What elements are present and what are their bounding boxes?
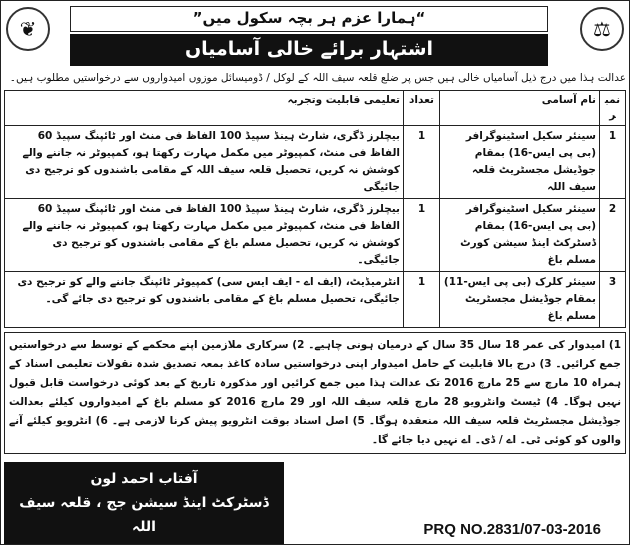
header-count: تعداد	[404, 91, 440, 126]
ad-title: اشتہار برائے خالی آسامیاں	[70, 34, 548, 66]
row-qualification: بیچلرز ڈگری، شارٹ ہینڈ سپیڈ 100 الفاظ فی منٹ اور ٹائپنگ سپیڈ 60 الفاظ فی منٹ، کمپیوٹر میں مکمل مہارت رکھتا ہو، کمپیوٹر نہ جاننے والے کوشش نہ کریں، تحصیل قلعہ سیف اللہ کے مقامی باشندوں کو ترجیح دی جائیگی	[5, 126, 404, 199]
education-department-logo-icon: ❦	[6, 7, 50, 51]
header-number: نمبر	[600, 91, 626, 126]
vacancies-table	[4, 90, 626, 328]
slogan: “ہمارا عزم ہر بچہ سکول میں”	[70, 6, 548, 32]
row-post: سینئر کلرک (بی پی ایس-11) بمقام جوڈیشل مجسٹریٹ مسلم باغ	[440, 272, 600, 328]
header-qualification: تعلیمی قابلیت وتجربہ	[5, 91, 404, 126]
judiciary-seal-icon: ⚖	[580, 7, 624, 51]
row-post: سینئر سکیل اسٹینوگرافر (بی پی ایس-16) بمقام ڈسٹرکٹ اینڈ سیشن کورٹ مسلم باغ	[440, 199, 600, 272]
header-post: نام آسامی	[440, 91, 600, 126]
row-count: 1	[404, 126, 440, 199]
row-count: 1	[404, 199, 440, 272]
row-number: 3	[600, 272, 626, 328]
row-number: 2	[600, 199, 626, 272]
row-number: 1	[600, 126, 626, 199]
table-row	[5, 272, 626, 328]
signatory-designation: ڈسٹرکٹ اینڈ سیشن جج ، قلعہ سیف اللہ	[19, 495, 269, 535]
signature-block	[4, 462, 284, 544]
row-qualification: بیچلرز ڈگری، شارٹ ہینڈ سپیڈ 100 الفاظ فی منٹ اور ٹائپنگ سپیڈ 60 الفاظ فی منٹ، کمپیوٹر میں مکمل مہارت رکھتا ہو، کمپیوٹر نہ جاننے والے کوشش نہ کریں، تحصیل مسلم باغ کے مقامی باشندوں کو ترجیح دی جائیگی۔	[5, 199, 404, 272]
row-post: سینئر سکیل اسٹینوگرافر (بی پی ایس-16) بمقام جوڈیشل مجسٹریٹ قلعہ سیف اللہ	[440, 126, 600, 199]
footer	[4, 454, 626, 544]
ad-header	[4, 4, 626, 68]
table-row	[5, 126, 626, 199]
row-qualification: انٹرمیڈیٹ، (ایف اے - ایف ایس سی) کمپیوٹر ٹائپنگ جاننے والے کو ترجیح دی جائیگی، تحصیل مسلم باغ کے مقامی باشندوں کو ترجیح دی جائے گی۔	[5, 272, 404, 328]
table-row	[5, 199, 626, 272]
signatory-name: آفتاب احمد لون	[90, 471, 198, 487]
table-header	[5, 91, 626, 126]
row-count: 1	[404, 272, 440, 328]
terms-and-conditions: 1) امیدوار کی عمر 18 سال 35 سال کے درمیان ہونی چاہیے۔ 2) سرکاری ملازمین اپنے محکمے کے توسط سے درخواستیں جمع کرائیں۔ 3) درج بالا قابلیت کے حامل امیدوار اپنی درخواستیں سادہ کاغذ بمعہ تصدیق شدہ نقولات تعلیمی اسناد کے ہمراہ 10 مارچ سے 25 مارچ 2016 تک عدالت ہذا میں جمع کرائیں اور مذکورہ تاریخ کے بعد کوئی درخواست قابل قبول نہیں ہوگا۔ 4) ٹیسٹ وانٹرویو 28 مارچ قلعہ سیف اللہ اور 29 مارچ 2016 کو مسلم باغ کے امیدواروں کیلئے بعدالت جوڈیشل مجسٹریٹ قلعہ سیف اللہ منعقدہ ہوگا۔ 5) اصل اسناد بوقت انٹرویو پیش کرنا لازمی ہے۔ 6) انٹرویو کیلئے آنے والوں کو کوئی ٹی۔ اے / ڈی۔ اے نہیں دیا جائے گا۔	[4, 332, 626, 454]
intro-text: عدالت ہذا میں درج ذیل آسامیاں خالی ہیں جس پر ضلع قلعہ سیف اللہ کے لوکل / ڈومیسائل موزوں امیدواروں سے درخواستیں مطلوب ہیں۔	[9, 72, 626, 84]
prq-number: PRQ NO.2831/07-03-2016	[423, 521, 601, 538]
